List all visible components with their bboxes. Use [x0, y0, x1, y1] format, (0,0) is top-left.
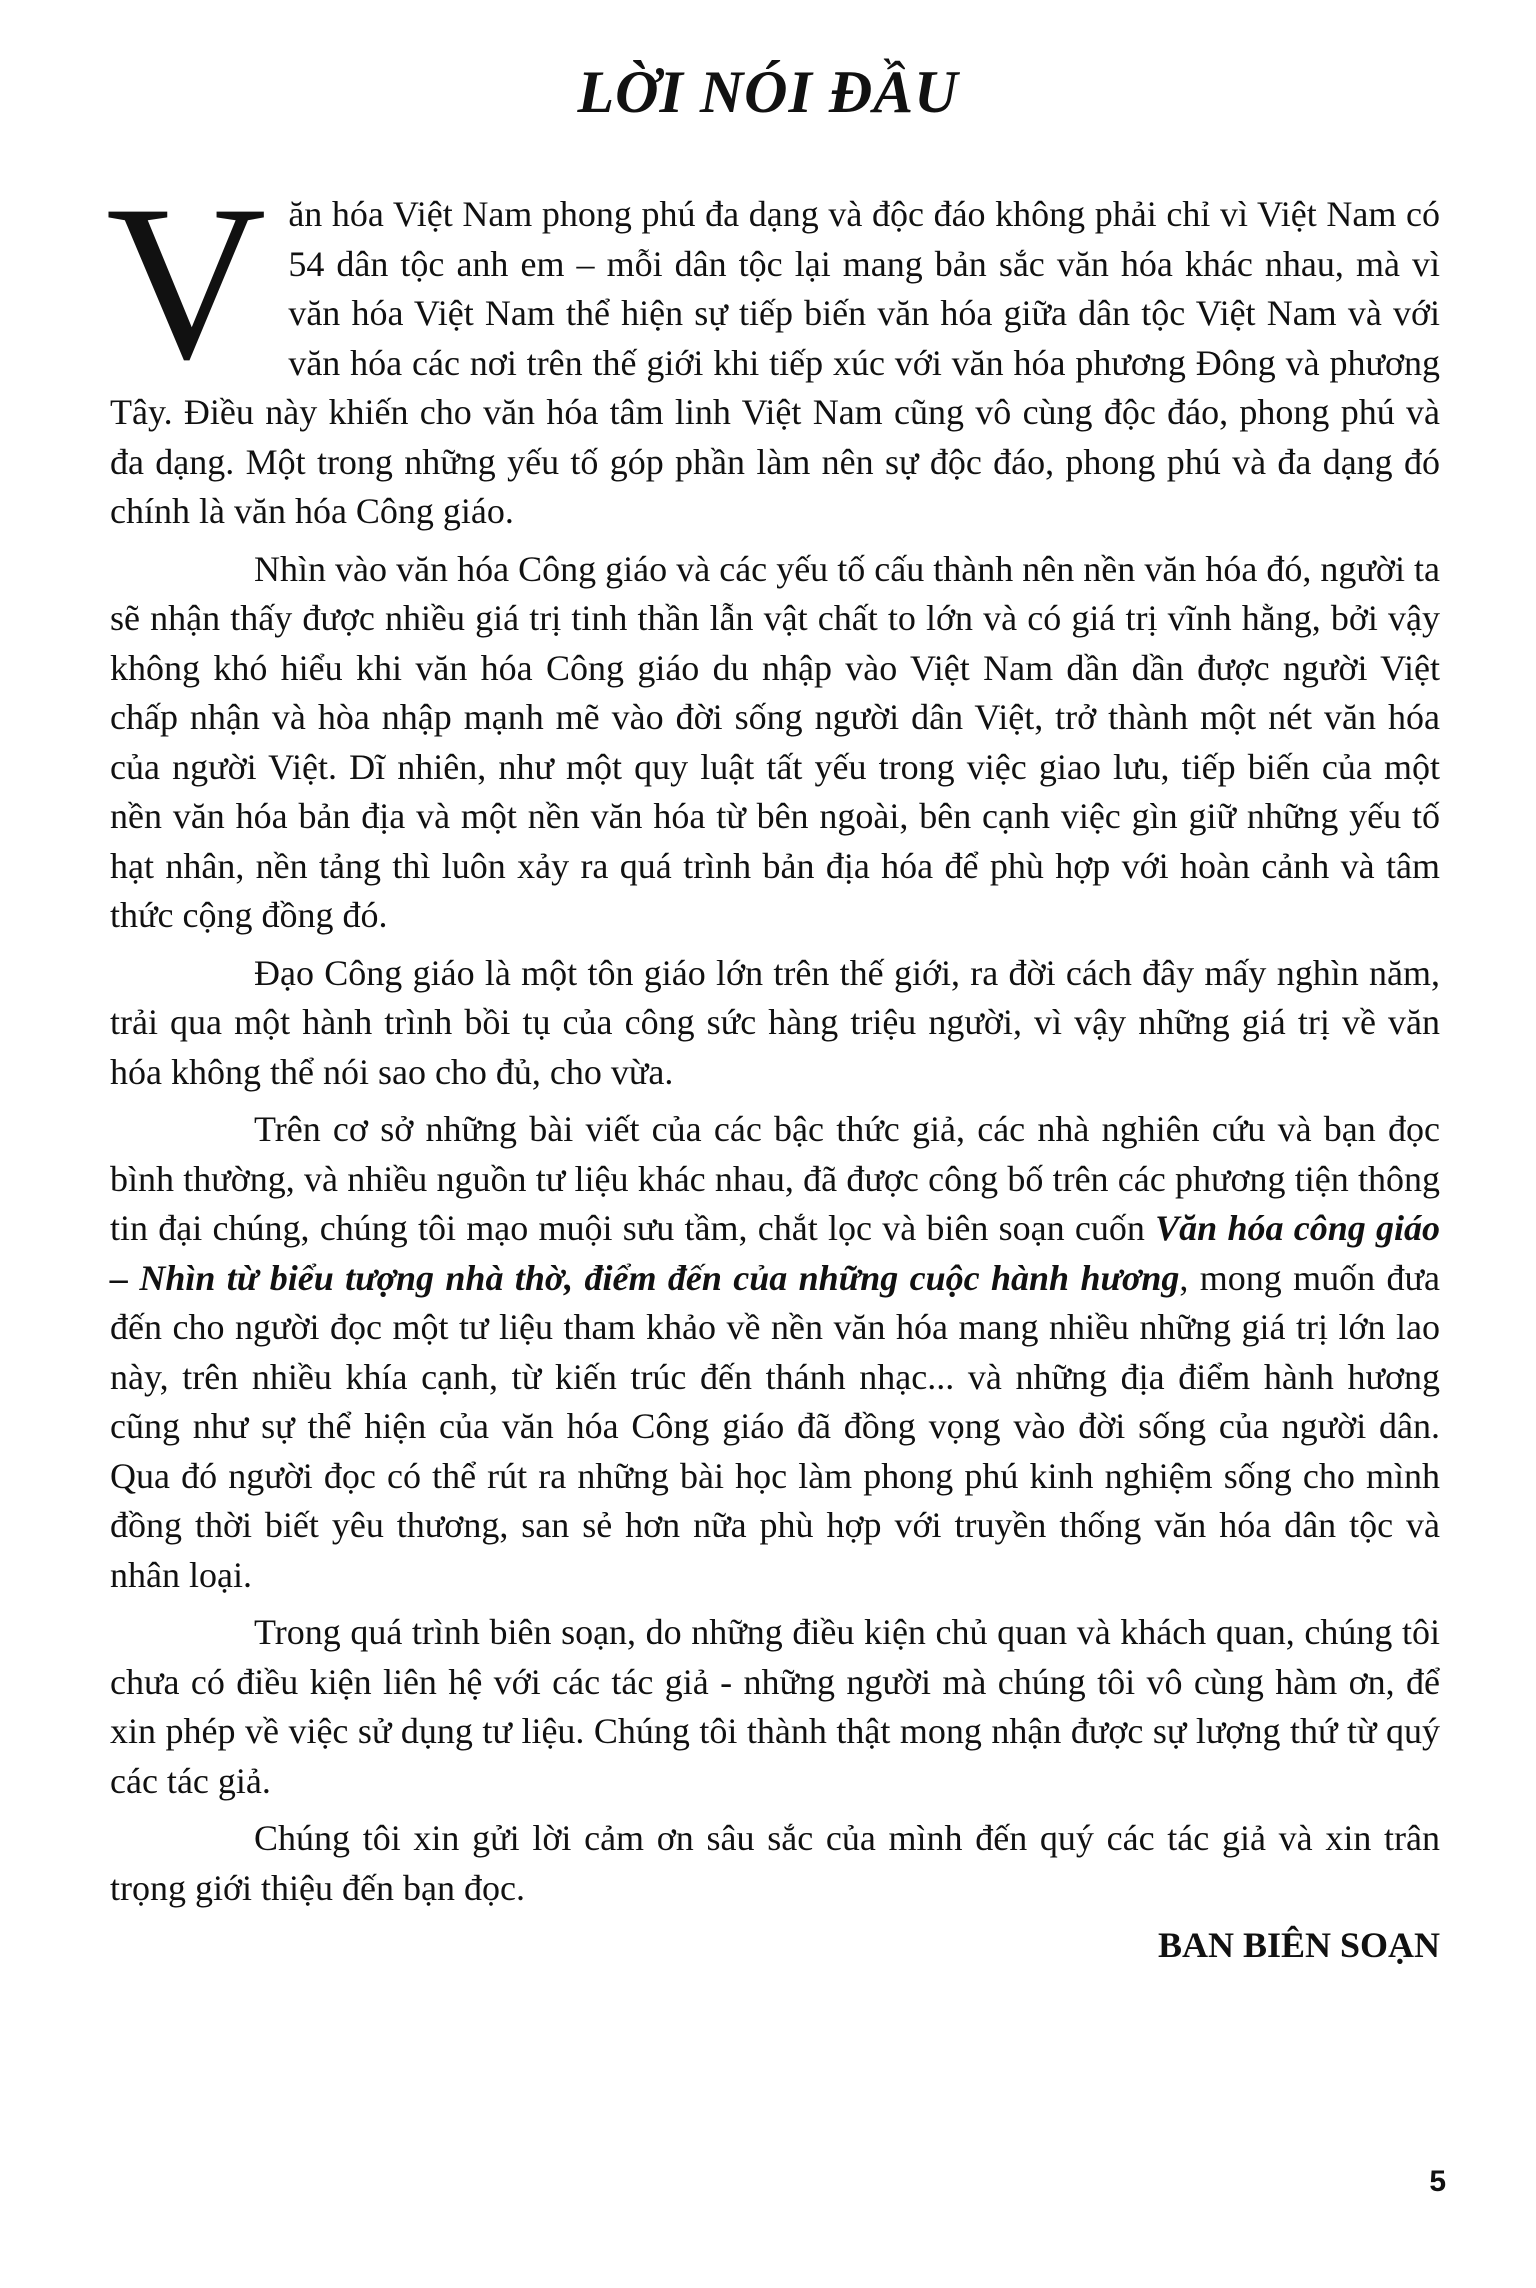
paragraph-1 — [106, 160, 1440, 537]
paragraph-2: Nhìn vào văn hóa Công giáo và các yếu tố cấu thành nên nền văn hóa đó, người ta sẽ nhận thấy được nhiều giá trị tinh thần lẫn vật chất to lớn và có giá trị vĩnh hằng, bởi vậy không khó hiểu khi văn hóa Công giáo du nhập vào Việt Nam dần dần được người Việt chấp nhận và hòa nhập mạnh mẽ vào đời sống người dân Việt, trở thành một nét văn hóa của người Việt. Dĩ nhiên, như một quy luật tất yếu trong việc giao lưu, tiếp biến của một nền văn hóa bản địa và một nền văn hóa từ bên ngoài, bên cạnh việc gìn giữ những yếu tố hạt nhân, nền tảng thì luôn xảy ra quá trình bản địa hóa để phù hợp với hoàn cảnh và tâm thức cộng đồng đó. — [110, 548, 1440, 935]
drop-cap: V — [106, 160, 267, 406]
book-title-emphasis: Văn hóa công giáo – Nhìn từ biểu tượng nhà thờ, điểm đến của những cuộc hành hương — [110, 1208, 1440, 1298]
paragraph-5: Trong quá trình biên soạn, do những điều kiện chủ quan và khách quan, chúng tôi chưa có điều kiện liên hệ với các tác giả - những người mà chúng tôi vô cùng hàm ơn, để xin phép về việc sử dụng tư liệu. Chúng tôi thành thật mong nhận được sự lượng thứ từ quý các tác giả. — [110, 1612, 1440, 1801]
paragraph-4 — [110, 1105, 1440, 1600]
paragraph-1-text: ăn hóa Việt Nam phong phú đa dạng và độc đáo không phải chỉ vì Việt Nam có 54 dân tộc anh em – mỗi dân tộc lại mang bản sắc văn hóa khác nhau, mà vì văn hóa Việt Nam thể hiện sự tiếp biến văn hóa giữa dân tộc Việt Nam và với văn hóa các nơi trên thế giới khi tiếp xúc với văn hóa phương Đông và phương Tây. Điều này khiến cho văn hóa tâm linh Việt Nam cũng vô cùng độc đáo, phong phú và đa dạng. Một trong những yếu tố góp phần làm nên sự độc đáo, phong phú và đa dạng đó chính là văn hóa Công giáo. — [110, 194, 1440, 531]
paragraph-6: Chúng tôi xin gửi lời cảm ơn sâu sắc của mình đến quý các tác giả và xin trân trọng giới thiệu đến bạn đọc. — [110, 1818, 1440, 1908]
page-number: 5 — [1429, 2165, 1446, 2198]
page-body — [106, 160, 1440, 1971]
signature: BAN BIÊN SOẠN — [1157, 1925, 1440, 1965]
paragraph-4-end: , mong muốn đưa đến cho người đọc một tư liệu tham khảo về nền văn hóa mang nhiều những giá trị lớn lao này, trên nhiều khía cạnh, từ kiến trúc đến thánh nhạc... và những địa điểm hành hương cũng như sự thể hiện của văn hóa Công giáo đã đồng vọng vào đời sống của người dân. Qua đó người đọc có thể rút ra những bài học làm phong phú kinh nghiệm sống cho mình đồng thời biết yêu thương, san sẻ hơn nữa phù hợp với truyền thống văn hóa dân tộc và nhân loại. — [110, 1257, 1440, 1595]
paragraph-4-start: Trên cơ sở những bài viết của các bậc thức giả, các nhà nghiên cứu và bạn đọc bình thường, và nhiều nguồn tư liệu khác nhau, đã được công bố trên các phương tiện thông tin đại chúng, chúng tôi mạo muội sưu tầm, chắt lọc và biên soạn cuốn — [110, 1109, 1440, 1248]
page-title: LỜI NÓI ĐẦU — [577, 59, 959, 125]
paragraph-3: Đạo Công giáo là một tôn giáo lớn trên thế giới, ra đời cách đây mấy nghìn năm, trải qua một hành trình bồi tụ của công sức hàng triệu người, vì vậy những giá trị về văn hóa không thể nói sao cho đủ, cho vừa. — [110, 952, 1440, 1092]
